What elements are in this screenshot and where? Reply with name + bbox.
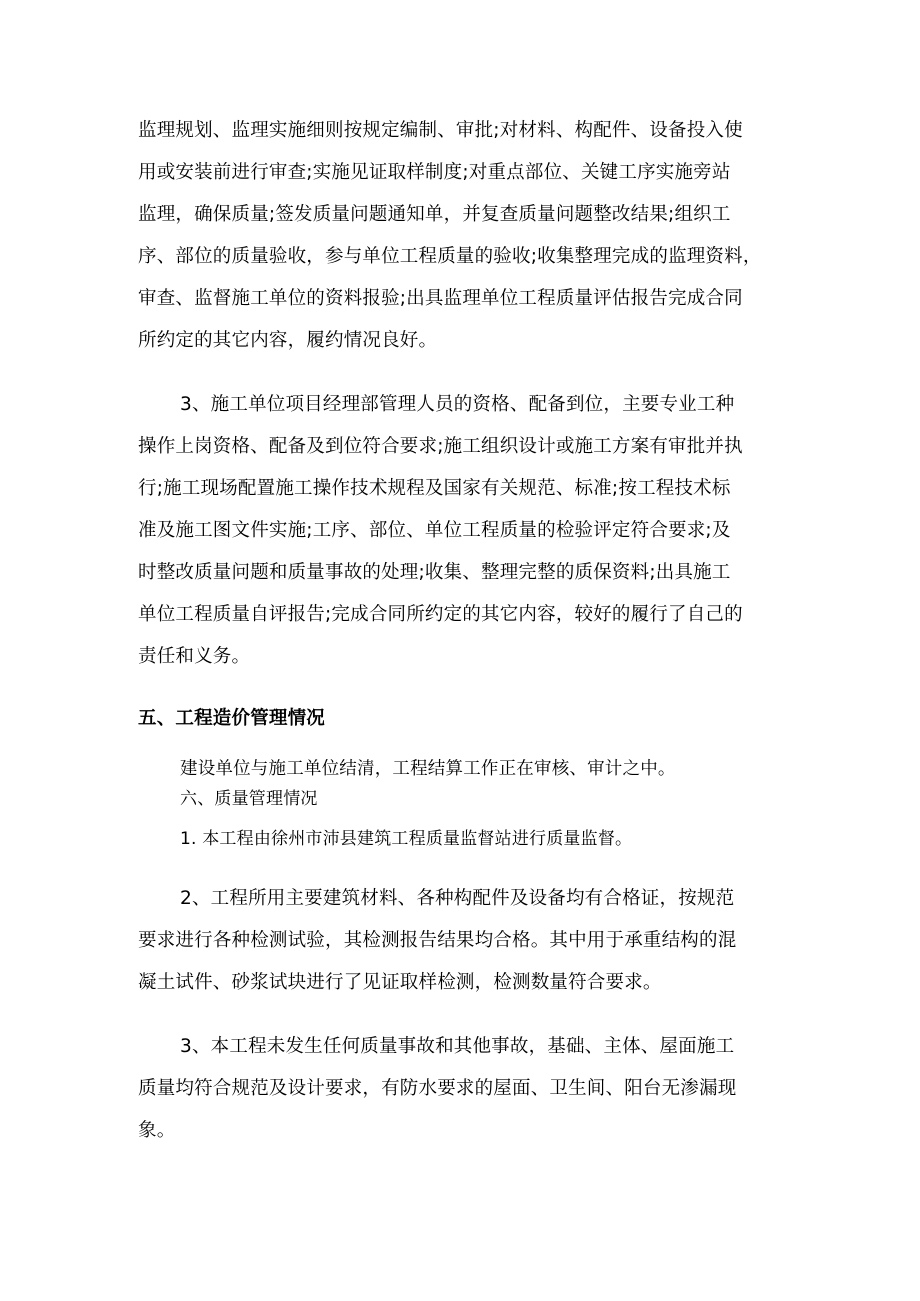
- text-line: 监理规划、监理实施细则按规定编制、审批;对材料、构配件、设备投入使: [138, 120, 743, 141]
- text-line: 准及施工图文件实施;工序、部位、单位工程质量的检验评定符合要求;及: [138, 520, 731, 541]
- text-line: 责任和义务。: [138, 646, 251, 667]
- text-line: 用或安装前进行审查;实施见证取样制度;对重点部位、关键工序实施旁站: [138, 162, 731, 183]
- text-line: 时整改质量问题和质量事故的处理;收集、整理完整的质保资料;出具施工: [138, 562, 731, 583]
- section-heading: 六、质量管理情况: [180, 789, 318, 809]
- text-line: 建设单位与施工单位结清，工程结算工作正在审核、审计之中。: [180, 759, 676, 779]
- text-line: 质量均符合规范及设计要求，有防水要求的屋面、卫生间、阳台无渗漏现: [138, 1078, 737, 1099]
- text-line: 3、本工程未发生任何质量事故和其他事故，基础、主体、屋面施工: [180, 1036, 735, 1057]
- text-line: 行;施工现场配置施工操作技术规程及国家有关规范、标准;按工程技术标: [138, 478, 731, 499]
- text-line: 操作上岗资格、配备及到位符合要求;施工组织设计或施工方案有审批并执: [138, 436, 743, 457]
- text-line: 3、施工单位项目经理部管理人员的资格、配备到位，主要专业工种: [180, 394, 735, 415]
- text-line: 所约定的其它内容，履约情况良好。: [138, 330, 438, 351]
- list-item: 1. 本工程由徐州市沛县建筑工程质量监督站进行质量监督。: [180, 829, 633, 849]
- text-line: 凝土试件、砂浆试块进行了见证取样检测，检测数量符合要求。: [138, 972, 662, 993]
- text-line: 2、工程所用主要建筑材料、各种构配件及设备均有合格证，按规范: [180, 888, 735, 909]
- text-line: 审查、监督施工单位的资料报验;出具监理单位工程质量评估报告完成合同: [138, 288, 743, 309]
- text-line: 序、部位的质量验收，参与单位工程质量的验收;收集整理完成的监理资料，: [138, 246, 762, 267]
- text-line: 监理，确保质量;签发质量问题通知单，并复查质量问题整改结果;组织工: [138, 204, 731, 225]
- text-line: 象。: [138, 1120, 176, 1141]
- section-heading: 五、工程造价管理情况: [138, 708, 326, 729]
- text-line: 要求进行各种检测试验，其检测报告结果均合格。其中用于承重结构的混: [138, 930, 737, 951]
- text-line: 单位工程质量自评报告;完成合同所约定的其它内容，较好的履行了自己的: [138, 604, 743, 625]
